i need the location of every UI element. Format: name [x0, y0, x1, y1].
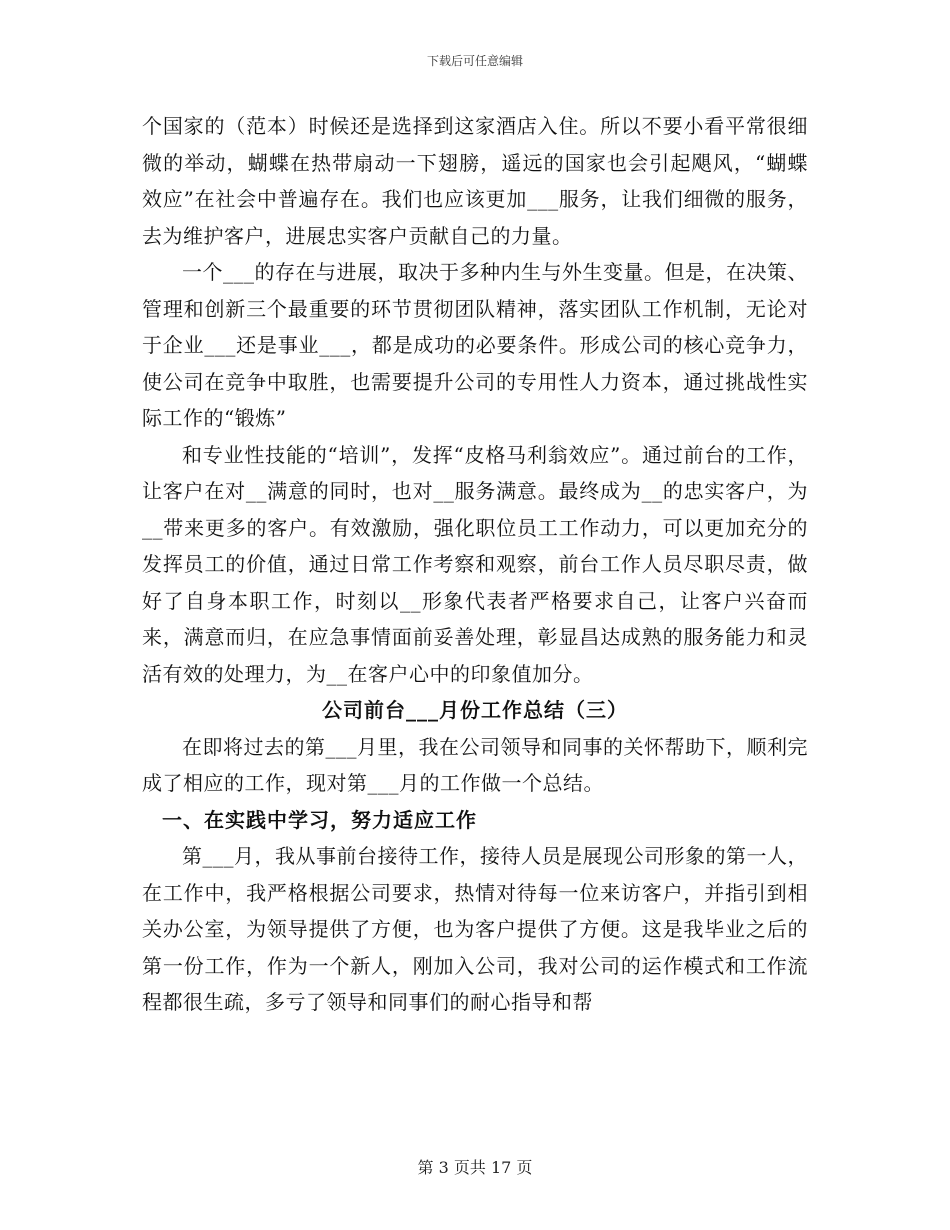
section-title: 公司前台___月份工作总结（三）: [322, 698, 628, 722]
page-header: 下载后可任意编辑: [426, 54, 523, 68]
subsection-title: 一、在实践中学习，努力适应工作: [162, 807, 477, 832]
paragraph-butterfly-effect: 个国家的（范本）时候还是选择到这家酒店入住。所以不要小看平常很细微的举动，蝴蝶在热带扇动一下翅膀，遥远的国家也会引起飓风，“蝴蝶效应”在社会中普遍存在。我们也应该更加___服务，让我们细微的服务，去为维护客户，进展忠实客户贡献自己的力量。: [142, 114, 808, 248]
paragraph-team-spirit: 一个___的存在与进展，取决于多种内生与外生变量。但是，在决策、管理和创新三个最重要的环节贯彻团队精神，落实团队工作机制，无论对于企业___还是事业___，都是成功的必要条件。形成公司的核心竞争力，使公司在竞争中取胜，也需要提升公司的专用性人力资本，通过挑战性实际工作的“锻炼”: [142, 260, 808, 430]
paragraph-subsection-body: 第___月，我从事前台接待工作，接待人员是展现公司形象的第一人，在工作中，我严格根据公司要求，热情对待每一位来访客户，并指引到相关办公室，为领导提供了方便，也为客户提供了方便。这是我毕业之后的第一份工作，作为一个新人，刚加入公司，我对公司的运作模式和工作流程都很生疏，多亏了领导和同事们的耐心指导和帮: [142, 844, 808, 1014]
paragraph-training: 和专业性技能的“培训”，发挥“皮格马利翁效应”。通过前台的工作，让客户在对__满意的同时，也对__服务满意。最终成为__的忠实客户，为__带来更多的客户。有效激励，强化职位员工工作动力，可以更加充分的发挥员工的价值，通过日常工作考察和观察，前台工作人员尽职尽责，做好了自身本职工作，时刻以__形象代表者严格要求自己，让客户兴奋而来，满意而归，在应急事情面前妥善处理，彰显昌达成熟的服务能力和灵活有效的处理力，为__在客户心中的印象值加分。: [142, 442, 808, 686]
document-body: [142, 108, 808, 1021]
paragraph-intro: 在即将过去的第___月里，我在公司领导和同事的关怀帮助下，顺利完成了相应的工作，现对第___月的工作做一个总结。: [142, 734, 808, 795]
page-footer: 第 3 页共 17 页: [417, 1158, 533, 1177]
